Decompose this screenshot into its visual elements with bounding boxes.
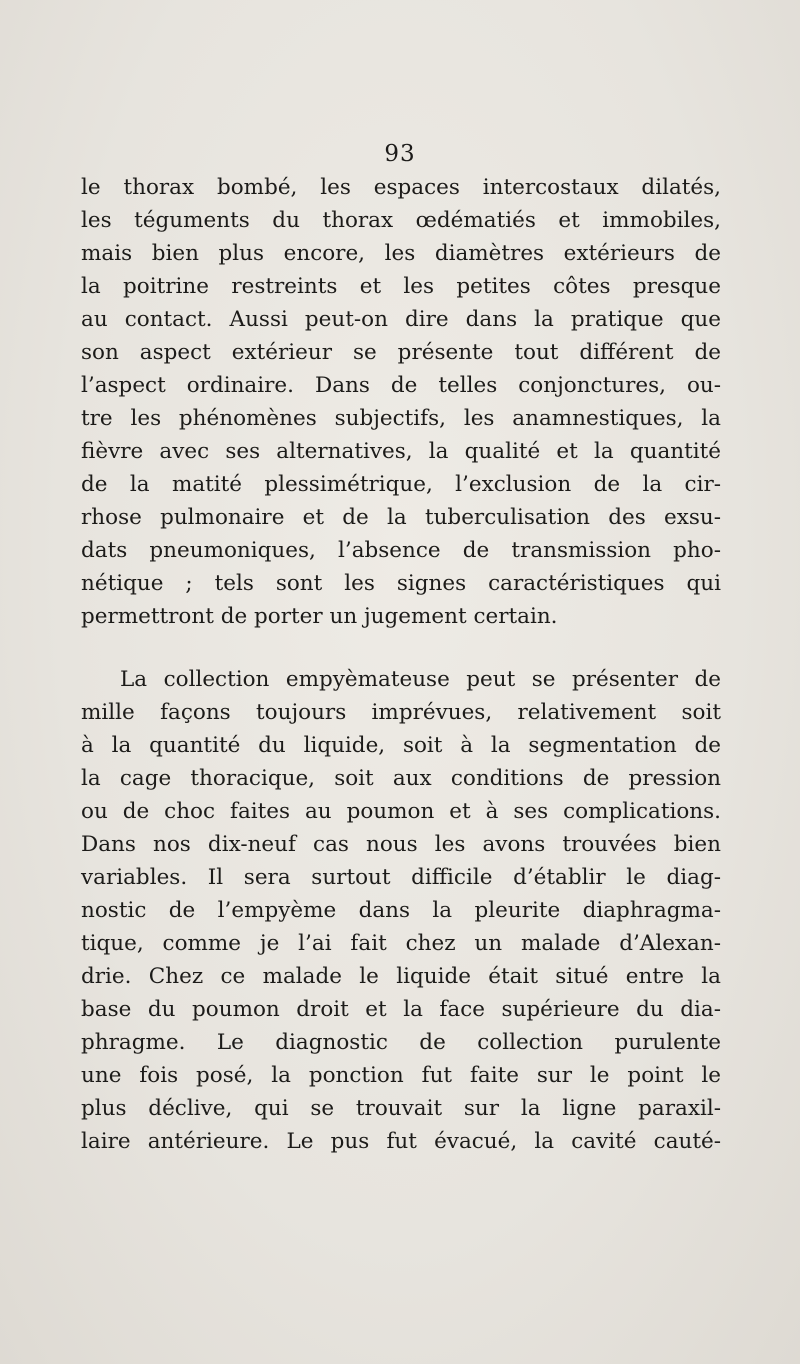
text-line: laire antérieure. Le pus fut évacué, la cavité cauté- bbox=[81, 1129, 721, 1154]
text-line: tre les phénomènes subjectifs, les anamnestiques, la bbox=[81, 406, 721, 431]
text-line: la cage thoracique, soit aux conditions de pression bbox=[81, 766, 721, 791]
text-line: fièvre avec ses alternatives, la qualité et la quantité bbox=[81, 439, 721, 464]
text-line: mais bien plus encore, les diamètres extérieurs de bbox=[81, 241, 721, 266]
text-line: drie. Chez ce malade le liquide était situé entre la bbox=[81, 964, 721, 989]
page-number: 93 bbox=[384, 141, 416, 167]
text-line: à la quantité du liquide, soit à la segmentation de bbox=[81, 733, 721, 758]
text-line: phragme. Le diagnostic de collection purulente bbox=[81, 1030, 721, 1055]
text-line: ou de choc faites au poumon et à ses complications. bbox=[81, 799, 721, 824]
text-line: le thorax bombé, les espaces intercostaux dilatés, bbox=[81, 175, 721, 200]
text-line: plus déclive, qui se trouvait sur la ligne paraxil- bbox=[81, 1096, 721, 1121]
text-line: de la matité plessimétrique, l’exclusion de la cir- bbox=[81, 472, 721, 497]
text-line: son aspect extérieur se présente tout différent de bbox=[81, 340, 721, 365]
text-line: permettront de porter un jugement certain. bbox=[81, 604, 558, 629]
text-line: une fois posé, la ponction fut faite sur le point le bbox=[81, 1063, 721, 1088]
text-line: nostic de l’empyème dans la pleurite diaphragma- bbox=[81, 898, 721, 923]
text-line: au contact. Aussi peut-on dire dans la pratique que bbox=[81, 307, 721, 332]
text-line: Dans nos dix-neuf cas nous les avons trouvées bien bbox=[81, 832, 721, 857]
paragraph-1 bbox=[81, 171, 721, 633]
text-line: nétique ; tels sont les signes caractéristiques qui bbox=[81, 571, 721, 596]
paragraph-2 bbox=[81, 663, 721, 1158]
text-line: La collection empyèmateuse peut se présenter de bbox=[120, 667, 721, 692]
text-line: dats pneumoniques, l’absence de transmission pho- bbox=[81, 538, 721, 563]
text-line: variables. Il sera surtout difficile d’établir le diag- bbox=[81, 865, 721, 890]
text-line: les téguments du thorax œdématiés et immobiles, bbox=[81, 208, 721, 233]
text-line: mille façons toujours imprévues, relativement soit bbox=[81, 700, 721, 725]
text-line: tique, comme je l’ai fait chez un malade d’Alexan- bbox=[81, 931, 721, 956]
text-line: l’aspect ordinaire. Dans de telles conjonctures, ou- bbox=[81, 373, 721, 398]
text-line: la poitrine restreints et les petites côtes presque bbox=[81, 274, 721, 299]
text-line: base du poumon droit et la face supérieure du dia- bbox=[81, 997, 721, 1022]
text-line: rhose pulmonaire et de la tuberculisation des exsu- bbox=[81, 505, 721, 530]
